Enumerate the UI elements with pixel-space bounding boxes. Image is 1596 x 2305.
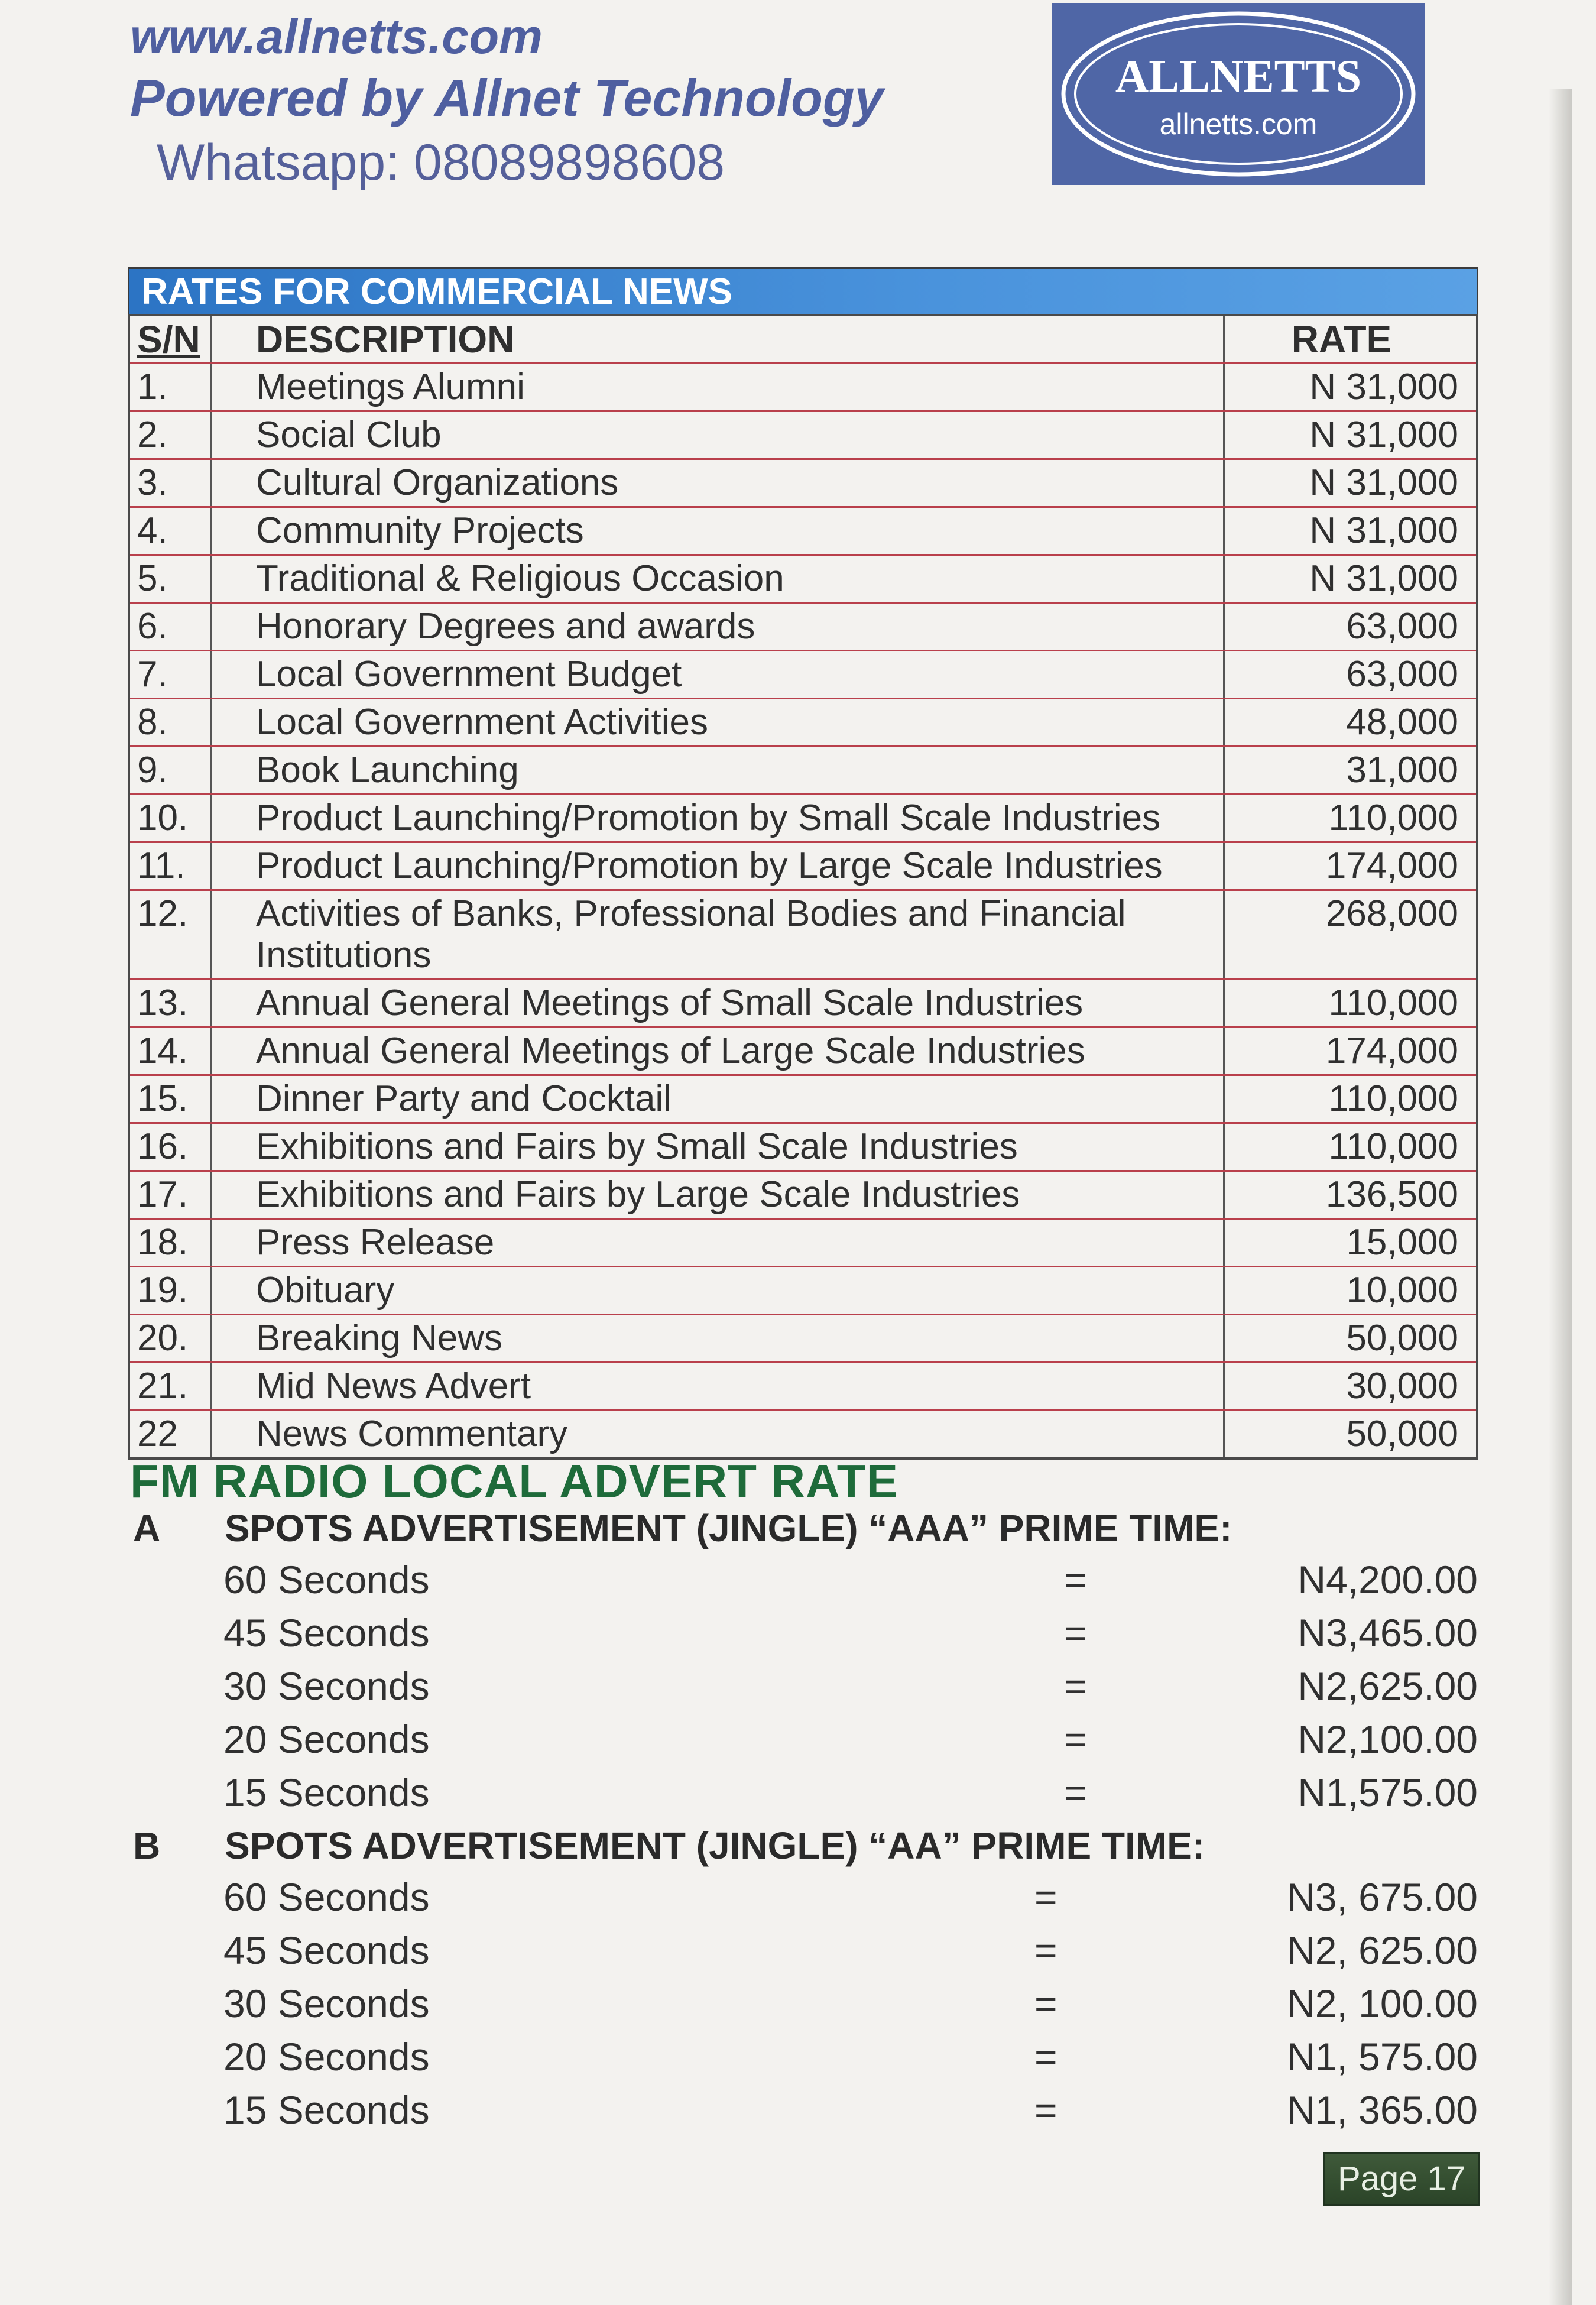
spot-duration: 60 Seconds — [223, 1558, 430, 1601]
table-row — [129, 980, 1477, 1027]
row-rate: N 31,000 — [1224, 364, 1478, 411]
row-description: Activities of Banks, Professional Bodies and Financial Institutions — [212, 890, 1224, 980]
spot-price: N1, 575.00 — [1287, 2035, 1478, 2079]
spot-rate-row — [0, 1981, 1478, 2034]
spot-equals: = — [1034, 2035, 1057, 2079]
table-row — [129, 651, 1477, 699]
spot-duration: 30 Seconds — [223, 1982, 430, 2025]
row-description: Book Launching — [212, 747, 1224, 795]
row-rate: 110,000 — [1224, 1123, 1478, 1171]
row-rate: 10,000 — [1224, 1267, 1478, 1315]
spot-equals: = — [1064, 1717, 1087, 1761]
spot-equals: = — [1034, 2088, 1057, 2132]
table-row — [129, 842, 1477, 890]
spot-price: N4,200.00 — [1297, 1558, 1478, 1601]
row-description: Local Government Budget — [212, 651, 1224, 699]
spot-rate-row — [0, 1770, 1478, 1823]
logo-url-text: allnetts.com — [1159, 108, 1318, 141]
logo-name-text: ALLNETTS — [1115, 50, 1362, 102]
table-row — [129, 603, 1477, 651]
spot-price: N2,100.00 — [1297, 1717, 1478, 1761]
row-sn: 1. — [129, 364, 212, 411]
rates-table — [128, 314, 1478, 1460]
spot-rate-row — [0, 1875, 1478, 1928]
row-description: Obituary — [212, 1267, 1224, 1315]
row-sn: 18. — [129, 1219, 212, 1267]
row-rate: N 31,000 — [1224, 555, 1478, 603]
spot-rate-row — [0, 1610, 1478, 1664]
row-sn: 21. — [129, 1363, 212, 1411]
row-description: Mid News Advert — [212, 1363, 1224, 1411]
spot-equals: = — [1034, 1875, 1057, 1919]
spot-rate-row — [0, 1717, 1478, 1770]
spot-equals: = — [1034, 1982, 1057, 2025]
spot-equals: = — [1064, 1611, 1087, 1655]
row-rate: 15,000 — [1224, 1219, 1478, 1267]
row-description: Honorary Degrees and awards — [212, 603, 1224, 651]
table-row — [129, 1075, 1477, 1123]
row-rate: 50,000 — [1224, 1411, 1478, 1459]
table-row — [129, 1123, 1477, 1171]
table-row — [129, 890, 1477, 980]
row-description: Press Release — [212, 1219, 1224, 1267]
fm-group-heading — [133, 1824, 1493, 1877]
table-row — [129, 699, 1477, 747]
spot-price: N3, 675.00 — [1287, 1875, 1478, 1919]
group-title: SPOTS ADVERTISEMENT (JINGLE) “AA” PRIME TIME: — [225, 1824, 1205, 1867]
header-description: DESCRIPTION — [212, 315, 1224, 364]
table-header-row — [129, 315, 1477, 364]
row-sn: 3. — [129, 459, 212, 507]
website-text: www.allnetts.com — [130, 9, 543, 64]
row-sn: 5. — [129, 555, 212, 603]
row-sn: 4. — [129, 507, 212, 555]
row-sn: 9. — [129, 747, 212, 795]
row-description: Product Launching/Promotion by Large Scale Industries — [212, 842, 1224, 890]
fm-group-heading — [133, 1506, 1493, 1560]
logo-ellipse-icon — [1052, 3, 1425, 185]
row-description: Local Government Activities — [212, 699, 1224, 747]
row-rate: 268,000 — [1224, 890, 1478, 980]
whatsapp-text: Whatsapp: 08089898608 — [157, 134, 725, 191]
table-row — [129, 1267, 1477, 1315]
row-description: Meetings Alumni — [212, 364, 1224, 411]
table-row — [129, 555, 1477, 603]
spot-duration: 15 Seconds — [223, 2088, 430, 2132]
spot-rate-row — [0, 1664, 1478, 1717]
spot-price: N1, 365.00 — [1287, 2088, 1478, 2132]
row-description: Traditional & Religious Occasion — [212, 555, 1224, 603]
table-row — [129, 1171, 1477, 1219]
spot-price: N2, 100.00 — [1287, 1982, 1478, 2025]
spot-duration: 20 Seconds — [223, 2035, 430, 2079]
table-banner: RATES FOR COMMERCIAL NEWS — [128, 267, 1478, 314]
table-row — [129, 795, 1477, 842]
spot-duration: 45 Seconds — [223, 1611, 430, 1655]
row-sn: 13. — [129, 980, 212, 1027]
table-row — [129, 1027, 1477, 1075]
row-description: Product Launching/Promotion by Small Scale Industries — [212, 795, 1224, 842]
page-edge-shadow — [1549, 89, 1572, 2305]
table-row — [129, 1363, 1477, 1411]
row-rate: 174,000 — [1224, 1027, 1478, 1075]
row-rate: N 31,000 — [1224, 459, 1478, 507]
row-rate: 136,500 — [1224, 1171, 1478, 1219]
row-description: Breaking News — [212, 1315, 1224, 1363]
spot-rate-row — [0, 1928, 1478, 1981]
row-sn: 19. — [129, 1267, 212, 1315]
row-rate: 110,000 — [1224, 795, 1478, 842]
row-sn: 8. — [129, 699, 212, 747]
page-number-badge: Page 17 — [1323, 2152, 1480, 2206]
row-rate: 110,000 — [1224, 980, 1478, 1027]
powered-by-text: Powered by Allnet Technology — [130, 69, 884, 127]
spot-rate-row — [0, 2087, 1478, 2141]
spot-price: N3,465.00 — [1297, 1611, 1478, 1655]
row-rate: 110,000 — [1224, 1075, 1478, 1123]
fm-radio-title: FM RADIO LOCAL ADVERT RATE — [130, 1455, 899, 1508]
header-sn: S/N — [129, 315, 212, 364]
spot-rate-row — [0, 1557, 1478, 1610]
row-rate: 50,000 — [1224, 1315, 1478, 1363]
table-row — [129, 1219, 1477, 1267]
row-rate: 31,000 — [1224, 747, 1478, 795]
row-sn: 14. — [129, 1027, 212, 1075]
spot-price: N2, 625.00 — [1287, 1928, 1478, 1972]
row-description: Community Projects — [212, 507, 1224, 555]
row-description: Exhibitions and Fairs by Small Scale Industries — [212, 1123, 1224, 1171]
spot-price: N2,625.00 — [1297, 1664, 1478, 1708]
row-rate: 63,000 — [1224, 603, 1478, 651]
spot-price: N1,575.00 — [1297, 1771, 1478, 1814]
table-row — [129, 1315, 1477, 1363]
spot-duration: 15 Seconds — [223, 1771, 430, 1814]
row-sn: 7. — [129, 651, 212, 699]
row-description: Annual General Meetings of Large Scale Industries — [212, 1027, 1224, 1075]
allnetts-logo — [1052, 3, 1425, 185]
group-letter: B — [133, 1824, 161, 1867]
row-rate: 174,000 — [1224, 842, 1478, 890]
row-sn: 20. — [129, 1315, 212, 1363]
table-row — [129, 411, 1477, 459]
row-sn: 11. — [129, 842, 212, 890]
group-letter: A — [133, 1507, 161, 1549]
row-sn: 15. — [129, 1075, 212, 1123]
spot-equals: = — [1064, 1664, 1087, 1708]
row-sn: 6. — [129, 603, 212, 651]
spot-duration: 30 Seconds — [223, 1664, 430, 1708]
row-description: Dinner Party and Cocktail — [212, 1075, 1224, 1123]
row-rate: 30,000 — [1224, 1363, 1478, 1411]
spot-duration: 20 Seconds — [223, 1717, 430, 1761]
spot-rate-row — [0, 2034, 1478, 2087]
row-sn: 22 — [129, 1411, 212, 1459]
spot-duration: 60 Seconds — [223, 1875, 430, 1919]
row-sn: 10. — [129, 795, 212, 842]
row-rate: 63,000 — [1224, 651, 1478, 699]
row-sn: 12. — [129, 890, 212, 980]
table-row — [129, 364, 1477, 411]
spot-equals: = — [1064, 1558, 1087, 1601]
row-description: News Commentary — [212, 1411, 1224, 1459]
spot-equals: = — [1034, 1928, 1057, 1972]
row-description: Social Club — [212, 411, 1224, 459]
row-description: Exhibitions and Fairs by Large Scale Industries — [212, 1171, 1224, 1219]
table-row — [129, 1411, 1477, 1459]
spot-equals: = — [1064, 1771, 1087, 1814]
row-sn: 2. — [129, 411, 212, 459]
header-rate: RATE — [1224, 315, 1478, 364]
group-title: SPOTS ADVERTISEMENT (JINGLE) “AAA” PRIME TIME: — [225, 1507, 1232, 1549]
spot-duration: 45 Seconds — [223, 1928, 430, 1972]
row-sn: 16. — [129, 1123, 212, 1171]
row-description: Annual General Meetings of Small Scale Industries — [212, 980, 1224, 1027]
row-sn: 17. — [129, 1171, 212, 1219]
watermark-header — [130, 7, 884, 195]
row-rate: 48,000 — [1224, 699, 1478, 747]
table-row — [129, 507, 1477, 555]
row-description: Cultural Organizations — [212, 459, 1224, 507]
table-row — [129, 747, 1477, 795]
row-rate: N 31,000 — [1224, 411, 1478, 459]
table-row — [129, 459, 1477, 507]
row-rate: N 31,000 — [1224, 507, 1478, 555]
commercial-news-table — [128, 267, 1478, 1460]
